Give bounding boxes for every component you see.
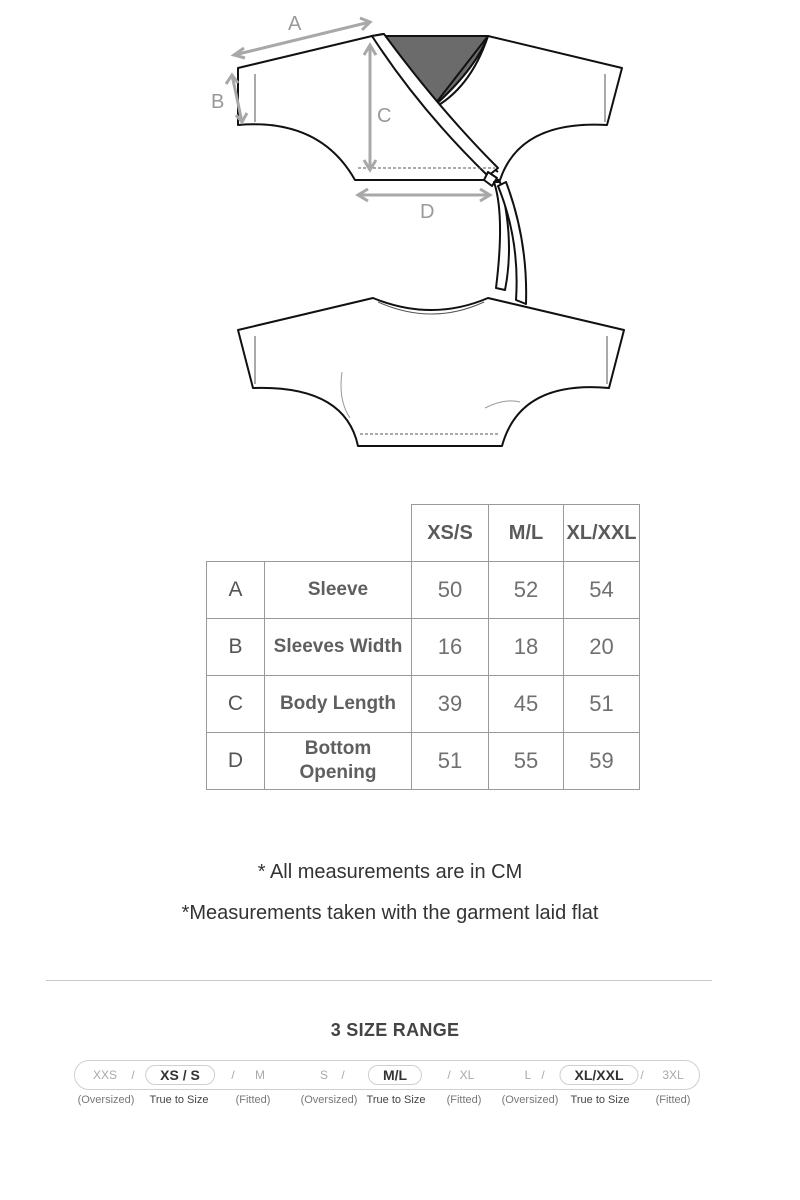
fit-label-true-to-size: True to Size [366,1094,426,1106]
row-label: Bottom Opening [265,733,412,790]
size-header-xl-xxl: XL/XXL [564,505,640,562]
row-label: Body Length [265,676,412,733]
fit-label-fitted: (Fitted) [655,1094,691,1106]
label-a: A [288,13,302,35]
size-separator: / [341,1068,345,1082]
size-separator: / [231,1068,235,1082]
back-body-outline [238,298,624,446]
table-row [207,676,640,733]
fit-label-fitted: (Fitted) [235,1094,271,1106]
size-header-xs-s: XS/S [412,505,489,562]
table-cell: 16 [412,619,489,676]
fit-label-true-to-size: True to Size [570,1094,630,1106]
size-separator: / [131,1068,135,1082]
table-cell: 55 [489,733,564,790]
row-label: Sleeve [265,562,412,619]
table-row [207,733,640,790]
fit-label-fitted: (Fitted) [446,1094,482,1106]
empty-corner [207,505,412,562]
flat-note: *Measurements taken with the garment laid flat [181,902,599,924]
table-cell: 18 [489,619,564,676]
front-view-drawing [238,34,622,304]
size-option-3xl: 3XL [662,1068,684,1082]
table-cell: 20 [564,619,640,676]
size-option-l: L [524,1068,532,1082]
row-label: Sleeves Width [265,619,412,676]
size-option-s: S [319,1068,329,1082]
unit-note: * All measurements are in CM [257,861,523,883]
table-cell: 45 [489,676,564,733]
size-option-xxs: XXS [92,1068,118,1082]
size-option-xs-s-selected: XS / S [145,1065,215,1085]
table-cell: 39 [412,676,489,733]
table-header-row [207,505,640,562]
table-cell: 50 [412,562,489,619]
size-option-m: M [255,1068,265,1082]
size-separator: / [640,1068,644,1082]
label-d: D [420,201,435,223]
fit-label-oversized: (Oversized) [501,1094,559,1106]
table-cell: 52 [489,562,564,619]
table-cell: 54 [564,562,640,619]
size-option-m-l-selected: M/L [368,1065,422,1085]
size-range-title: 3 SIZE RANGE [330,1020,460,1040]
garment-diagram [0,0,800,470]
table-cell: 51 [564,676,640,733]
section-divider [46,980,712,981]
fit-label-true-to-size: True to Size [149,1094,209,1106]
label-c: C [377,105,392,127]
back-view-drawing [238,298,624,446]
row-letter: A [207,562,265,619]
table-cell: 59 [564,733,640,790]
size-header-m-l: M/L [489,505,564,562]
size-separator: / [541,1068,545,1082]
size-option-xl-xxl-selected: XL/XXL [559,1065,638,1085]
label-b: B [211,91,225,113]
size-separator: / [447,1068,451,1082]
fit-label-oversized: (Oversized) [300,1094,358,1106]
fit-label-oversized: (Oversized) [77,1094,135,1106]
row-letter: B [207,619,265,676]
row-letter: C [207,676,265,733]
size-option-xl: XL [459,1068,475,1082]
size-chart-table [206,504,640,790]
row-letter: D [207,733,265,790]
table-row [207,562,640,619]
table-cell: 51 [412,733,489,790]
table-row [207,619,640,676]
